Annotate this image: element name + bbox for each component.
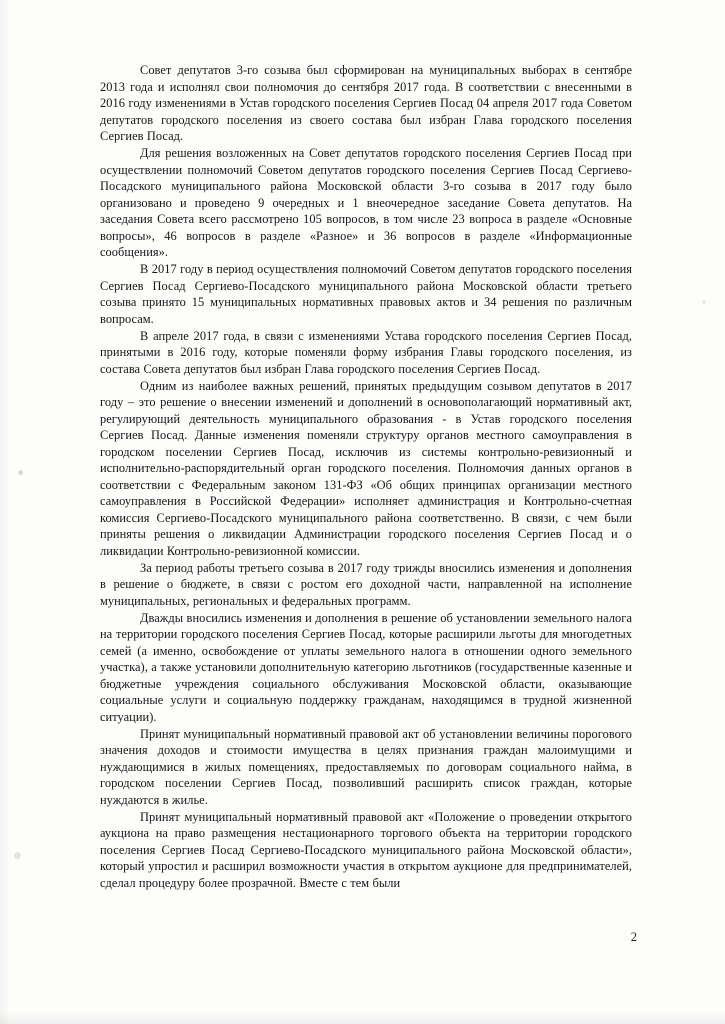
paragraph: В апреле 2017 года, в связи с изменениями Устава городского поселения Сергиев Посад, принятыми в 2016 году, которые поменяли форму избрания Главы городского поселения, из состава Совета депутатов был избран Глава городского поселения Сергиев Посад. [100, 328, 632, 376]
paragraph: Принят муниципальный нормативный правовой акт об установлении величины порогового значения доходов и стоимости имущества в целях признания граждан малоимущими и нуждающимися в жилых помещениях, предоставляемых по договорам социального найма, в городском поселении Сергиев Посад, позволивший расширить список граждан, которые нуждаются в жилье. [100, 726, 632, 807]
scan-artifact [18, 470, 23, 475]
paragraph: Одним из наиболее важных решений, принятых предыдущим созывом депутатов в 2017 году – это решение о внесении изменений и дополнений в основополагающий нормативный акт, регулирующий деятельность муниципального образования - в Устав городского поселения Сергиев Посад. Данные изменения поменяли структуру органов местного самоуправления в городском поселении Сергиев Посад, исключив из системы контрольно-ревизионный и исполнительно-распорядительный орган городского поселения. Полномочия данных органов в соответствии с Федеральным законом 131-ФЗ «Об общих принципах организации местного самоуправления в Российской Федерации» исполняет администрация и Контрольно-счетная комиссия Сергиево-Посадского муниципального района соответственно. В связи, с чем были приняты решения о ликвидации Администрации городского поселения Сергиев Посад и о ликвидации Контрольно-ревизионной комиссии. [100, 378, 632, 558]
paragraph: За период работы третьего созыва в 2017 году трижды вносились изменения и дополнения в решение о бюджете, в связи с ростом его доходной части, направленной на исполнение муниципальных, региональных и федеральных программ. [100, 560, 632, 608]
paragraph: Для решения возложенных на Совет депутатов городского поселения Сергиев Посад при осуществлении полномочий Советом депутатов городского поселения Сергиев Посад Сергиево-Посадского муниципального района Московской области 3-го созыва в 2017 году было организовано и проведено 9 очередных и 1 внеочередное заседание Совета депутатов. На заседания Совета всего рассмотрено 105 вопросов, в том числе 23 вопроса в разделе «Основные вопросы», 46 вопросов в разделе «Разное» и 36 вопросов в разделе «Информационные сообщения». [100, 146, 632, 259]
scan-artifact [702, 300, 706, 304]
paragraph: В 2017 году в период осуществления полномочий Советом депутатов городского поселения Сергиев Посад Сергиево-Посадского муниципального района Московской области третьего созыва принято 15 муниципальных нормативных правовых актов и 34 решения по различным вопросам. [100, 262, 632, 326]
paragraph: Совет депутатов 3-го созыва был сформирован на муниципальных выборах в сентябре 2013 года и исполнял свои полномочия до сентября 2017 года. В соответствии с внесенными в 2016 году изменениями в Устав городского поселения Сергиев Посад 04 апреля 2017 года Советом депутатов городского поселения из своего состава был избран Глава городского поселения Сергиев Посад. [100, 63, 632, 143]
scan-artifact [14, 852, 21, 859]
paragraph: Принят муниципальный нормативный правовой акт «Положение о проведении открытого аукциона на право размещения нестационарного торгового объекта на территории городского поселения Сергиев Посад Сергиево-Посадского муниципального района Московской области», который упростил и расширил возможности участия в открытом аукционе для предпринимателей, сделал процедуру более прозрачной. Вместе с тем были [100, 809, 632, 890]
page-edge-shading-bottom [0, 1010, 725, 1024]
paragraph: Дважды вносились изменения и дополнения в решение об установлении земельного налога на территории городского поселения Сергиев Посад, которые расширили льготы для многодетных семей (а именно, освобождение от уплаты земельного налога в отношении одного земельного участка), а также установили дополнительную категорию льготников (государственные казенные и бюджетные учреждения социального обслуживания Московской области, оказывающие социальные услуги и социальную поддержку гражданам, находящимся в трудной жизненной ситуации). [100, 610, 632, 724]
page-edge-shading-left [0, 0, 10, 1024]
page-number: 2 [630, 930, 637, 944]
document-body [100, 62, 632, 892]
